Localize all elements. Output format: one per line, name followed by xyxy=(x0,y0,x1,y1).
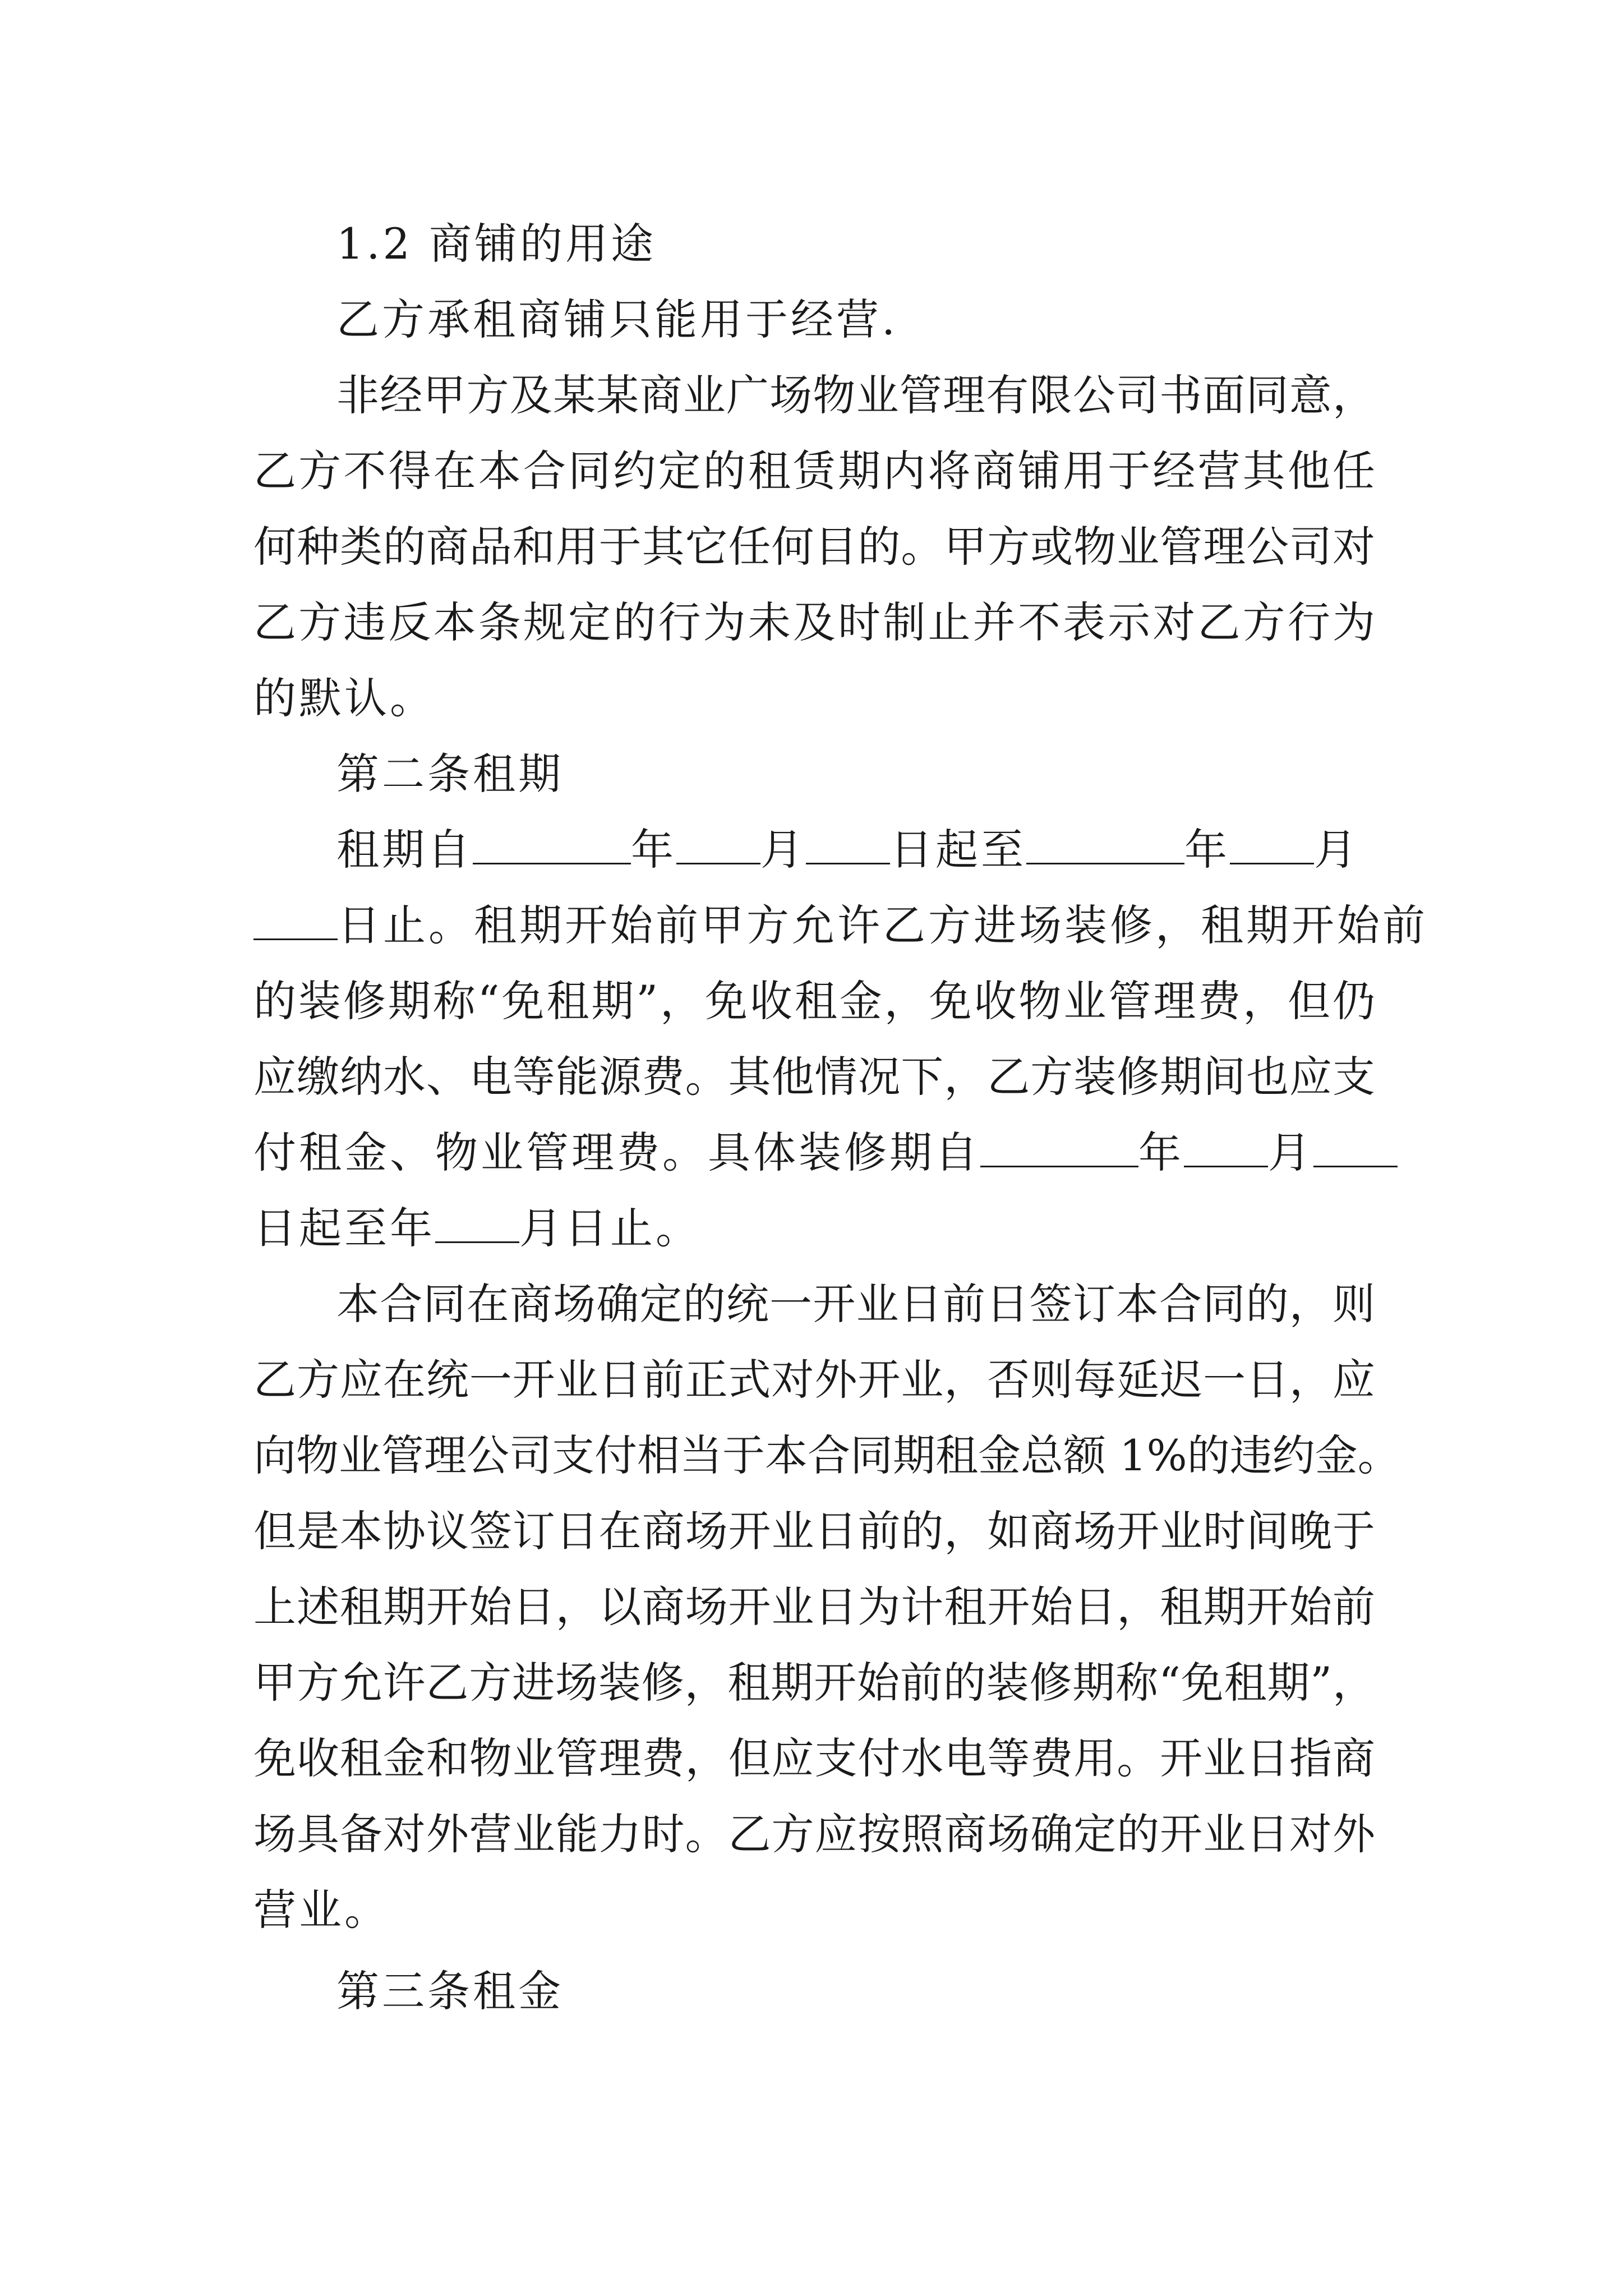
paragraph-line xyxy=(253,1200,701,1257)
paragraph-line: 何种类的商品和用于其它任何目的。甲方或物业管理公司对 xyxy=(253,522,1375,572)
paragraph-line: 的默认。 xyxy=(253,673,435,723)
line-text: 月日止。 xyxy=(519,1203,701,1253)
paragraph-line: 乙方不得在本合同约定的租赁期内将商铺用于经营其他任 xyxy=(253,446,1375,496)
blank-field xyxy=(435,1207,519,1243)
blank-field xyxy=(1313,1131,1398,1167)
section-heading-1-2: 1.2 商铺的用途 xyxy=(336,219,657,269)
paragraph-line: 向物业管理公司支付相当于本合同期租金总额 1%的违约金。 xyxy=(253,1430,1400,1480)
paragraph-line: 但是本协议签订日在商场开业日前的，如商场开业时间晚于 xyxy=(253,1506,1375,1556)
blank-field xyxy=(1184,1131,1268,1167)
blank-field xyxy=(676,828,760,864)
line-text: 日起至年 xyxy=(253,1203,435,1253)
lease-term-line xyxy=(336,822,1359,878)
line-text: 年 xyxy=(1184,825,1230,875)
blank-field xyxy=(1230,828,1314,864)
paragraph-line: 乙方承租商铺只能用于经营. xyxy=(336,295,898,344)
line-text: 日起至 xyxy=(890,825,1026,875)
lease-term-line xyxy=(253,898,1428,954)
paragraph-line: 场具备对外营业能力时。乙方应按照商场确定的开业日对外 xyxy=(253,1809,1375,1859)
article-heading-3: 第三条租金 xyxy=(336,1966,564,2016)
line-text: 日止。租期开始前甲方允许乙方进场装修，租期开始前 xyxy=(338,900,1428,950)
paragraph-line: 营业。 xyxy=(253,1885,390,1935)
blank-field xyxy=(473,828,631,864)
paragraph-line xyxy=(253,1125,1398,1181)
line-text: 年 xyxy=(1138,1128,1184,1177)
blank-field xyxy=(980,1131,1138,1167)
paragraph-line: 应缴纳水、电等能源费。其他情况下，乙方装修期间也应支 xyxy=(253,1052,1375,1102)
paragraph-line: 免收租金和物业管理费，但应支付水电等费用。开业日指商 xyxy=(253,1733,1375,1783)
paragraph-line: 乙方应在统一开业日前正式对外开业，否则每延迟一日，应 xyxy=(253,1355,1375,1405)
blank-field xyxy=(806,828,890,864)
paragraph-line: 非经甲方及某某商业广场物业管理有限公司书面同意， xyxy=(336,370,1375,420)
line-text: 月 xyxy=(1314,825,1359,875)
blank-field xyxy=(1026,828,1184,864)
line-text: 租期自 xyxy=(336,825,473,875)
article-heading-2: 第二条租期 xyxy=(336,749,564,799)
paragraph-line: 乙方违反本条规定的行为未及时制止并不表示对乙方行为 xyxy=(253,597,1375,647)
paragraph-line: 甲方允许乙方进场装修，租期开始前的装修期称“免租期”， xyxy=(253,1658,1375,1708)
line-text: 年 xyxy=(631,825,676,875)
blank-field xyxy=(253,904,338,940)
paragraph-line: 的装修期称“免租期”，免收租金，免收物业管理费，但仍 xyxy=(253,976,1375,1026)
line-text: 付租金、物业管理费。具体装修期自 xyxy=(253,1128,980,1177)
line-text: 月 xyxy=(760,825,806,875)
paragraph-line: 上述租期开始日，以商场开业日为计租开始日，租期开始前 xyxy=(253,1582,1375,1632)
paragraph-line: 本合同在商场确定的统一开业日前日签订本合同的，则 xyxy=(336,1279,1375,1329)
line-text: 月 xyxy=(1268,1128,1313,1177)
